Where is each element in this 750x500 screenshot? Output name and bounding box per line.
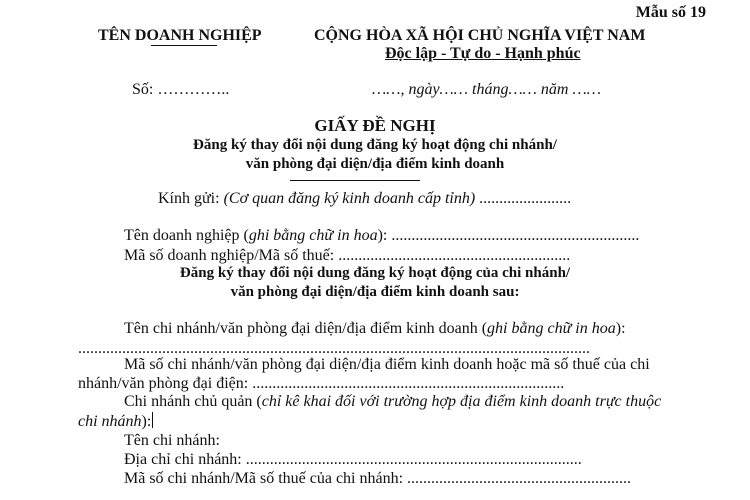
recipient-note: (Cơ quan đăng ký kinh doanh cấp tỉnh) — [223, 190, 476, 207]
company-name-note: ghi bằng chữ in hoa — [248, 227, 378, 244]
parent-branch-label: Chi nhánh chủ quản ( — [124, 393, 262, 410]
parent-branch-code: Mã số chi nhánh/Mã số thuế của chi nhánh: ........................................................ — [124, 470, 632, 487]
document-title: GIẤY ĐỀ NGHỊ — [314, 116, 436, 135]
recipient-line — [158, 190, 571, 208]
branch-name-label: Tên chi nhánh/văn phòng đại diện/địa điểm kinh doanh ( — [124, 320, 488, 337]
company-name-dots: ): .............................................................. — [377, 227, 640, 244]
section-heading-line-2: văn phòng đại diện/địa điểm kinh doanh sau: — [230, 284, 520, 300]
recipient-label: Kính gửi: — [158, 190, 224, 207]
parent-branch-line-1 — [124, 393, 661, 411]
document-subtitle-line-1: Đăng ký thay đổi nội dung đăng ký hoạt động chi nhánh/ — [193, 137, 557, 153]
text-cursor — [152, 412, 153, 428]
parent-branch-note-end: chi nhánh — [78, 413, 142, 430]
title-divider — [290, 180, 420, 181]
parent-branch-note: chỉ kê khai đối với trường hợp địa điểm kinh doanh trực thuộc — [261, 393, 662, 410]
republic-title: CỘNG HÒA XÃ HỘI CHỦ NGHĨA VIỆT NAM — [314, 27, 646, 44]
branch-name-dots: ................................................................................................................................ — [78, 340, 590, 357]
section-heading-line-1: Đăng ký thay đổi nội dung đăng ký hoạt động của chi nhánh/ — [179, 265, 571, 281]
company-name-field — [124, 227, 639, 245]
document-date: ……, ngày…… tháng…… năm …… — [372, 81, 601, 98]
company-code-field: Mã số doanh nghiệp/Mã số thuế: .......................................................... — [124, 247, 571, 264]
parent-branch-name: Tên chi nhánh: — [124, 432, 220, 449]
parent-branch-address: Địa chỉ chi nhánh: .................................................................................... — [124, 451, 582, 468]
motto: Độc lập - Tự do - Hạnh phúc — [385, 45, 581, 62]
branch-name-field — [124, 320, 626, 338]
branch-name-note: ghi bằng chữ in hoa — [487, 320, 616, 337]
branch-code-line-1: Mã số chi nhánh/văn phòng đại diện/địa điểm kinh doanh hoặc mã số thuế của chi — [124, 356, 650, 373]
branch-name-tail: ): — [615, 320, 626, 337]
parent-branch-line-2 — [78, 412, 153, 431]
document-subtitle-line-2: văn phòng đại diện/địa điểm kinh doanh — [245, 156, 505, 172]
company-name-underline — [151, 45, 217, 46]
document-number: Số: ………….. — [132, 81, 230, 98]
company-name-label: Tên doanh nghiệp ( — [124, 227, 249, 244]
branch-code-line-2: nhánh/văn phòng đại điện: .............................................................................. — [78, 375, 565, 392]
recipient-dots: ....................... — [475, 190, 572, 207]
form-number: Mẫu số 19 — [635, 4, 706, 21]
company-name: TÊN DOANH NGHIỆP — [98, 27, 262, 44]
parent-branch-tail: ): — [141, 413, 152, 430]
